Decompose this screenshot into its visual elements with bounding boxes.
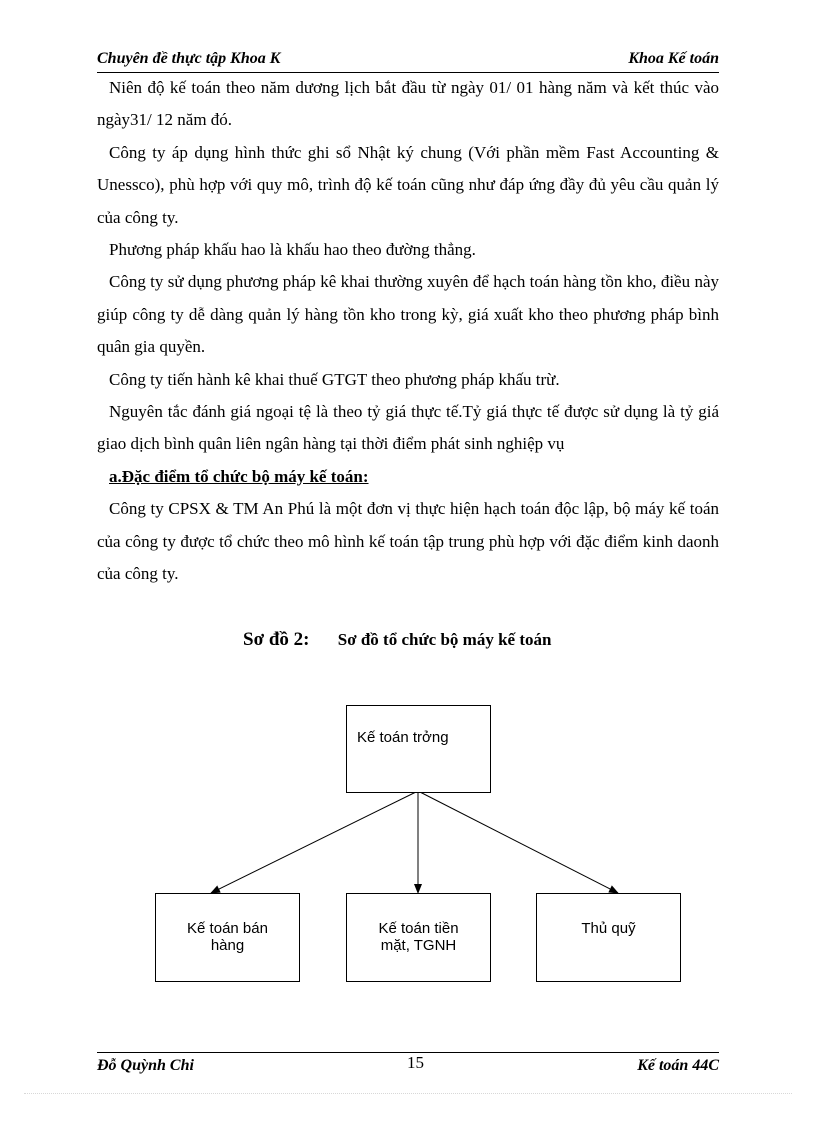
header-left-title: Chuyên đề thực tập Khoa K: [97, 50, 281, 67]
paragraph-fiscal-year: Niên độ kế toán theo năm dương lịch bắt đầu từ ngày 01/ 01 hàng năm và kết thúc vào ngày31/ 12 năm đó.: [97, 78, 719, 130]
paragraph-vat: Công ty tiến hành kê khai thuế GTGT theo phương pháp khấu trừ.: [109, 369, 560, 389]
footer-class: Kế toán 44C: [637, 1057, 719, 1074]
cash-accountant-box: [346, 893, 491, 982]
sales-accountant-label: Kế toán bán hàng: [187, 920, 268, 954]
connector-to-treasurer: [418, 791, 618, 893]
page-number: 15: [407, 1053, 424, 1072]
diagram-caption: Sơ đồ tổ chức bộ máy kế toán: [337, 630, 552, 649]
treasurer-box: [536, 893, 681, 982]
paragraph-inventory: Công ty sử dụng phương pháp kê khai thường xuyên để hạch toán hàng tồn kho, điều này giúp công ty dễ dàng quản lý hàng tồn kho trong kỳ, giá xuất kho theo phương pháp bình quân gia quyền.: [97, 272, 719, 357]
header-right-title: Khoa Kế toán: [628, 50, 719, 67]
treasurer-label: Thủ quỹ: [581, 920, 636, 937]
sales-accountant-box: [155, 893, 300, 982]
chief-accountant-box: [346, 705, 491, 793]
footer-author: Đỗ Quỳnh Chi: [97, 1057, 194, 1074]
page-bottom-divider: [24, 1093, 792, 1094]
paragraph-organization: Công ty CPSX & TM An Phú là một đơn vị thực hiện hạch toán độc lập, bộ máy kế toán của công ty được tổ chức theo mô hình kế toán tập trung phù hợp với đặc điểm kinh daonh của công ty.: [97, 499, 719, 584]
paragraph-bookkeeping-form: Công ty áp dụng hình thức ghi sổ Nhật ký chung (Với phần mềm Fast Accounting & Unessco), phù hợp với quy mô, trình độ kế toán cũng như đáp ứng đầy đủ yêu cầu quản lý của công ty.: [97, 142, 719, 227]
diagram-number-label: Sơ đồ 2:: [243, 629, 310, 650]
cash-accountant-label: Kế toán tiền mặt, TGNH: [378, 920, 459, 954]
paragraph-exchange-rate: Nguyên tắc đánh giá ngoại tệ là theo tỷ giá thực tế.Tỷ giá thực tế được sử dụng là tỷ giá giao dịch bình quân liên ngân hàng tại thời điểm phát sinh nghiệp vụ: [97, 402, 719, 454]
connector-to-sales-accountant: [211, 791, 418, 893]
page-footer: [97, 1052, 719, 1077]
paragraph-depreciation: Phương pháp khấu hao là khấu hao theo đường thẳng.: [109, 240, 476, 260]
section-heading: a.Đặc điểm tổ chức bộ máy kế toán:: [109, 466, 369, 486]
chief-accountant-label: Kế toán trởng: [357, 729, 449, 746]
